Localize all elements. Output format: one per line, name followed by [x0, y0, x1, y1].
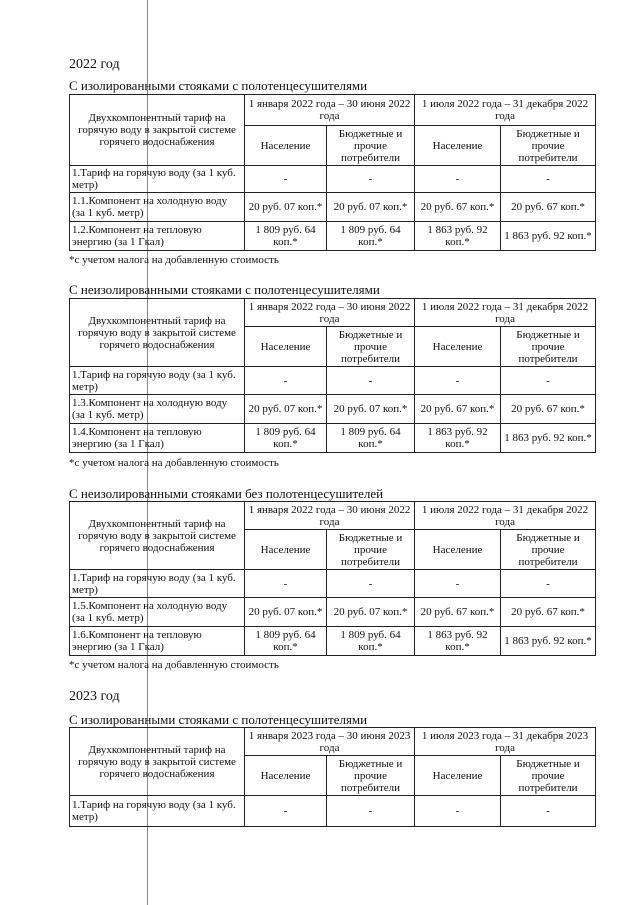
budget-header: Бюджетные и прочие потребители	[327, 327, 415, 367]
period-1-header: 1 января 2023 года – 30 июня 2023 года	[245, 728, 415, 756]
year-heading-2022: 2022 год	[69, 57, 120, 72]
tariff-table	[69, 94, 596, 251]
value-cell: 1 863 руб. 92 коп.*	[501, 424, 596, 453]
value-cell: 20 руб. 67 коп.*	[415, 598, 501, 627]
tariff-table	[69, 727, 596, 827]
value-cell: -	[501, 166, 596, 193]
value-cell: 20 руб. 07 коп.*	[327, 598, 415, 627]
budget-header: Бюджетные и прочие потребители	[501, 126, 596, 166]
vat-footnote: *с учетом налога на добавленную стоимость	[69, 457, 279, 469]
value-cell: 1 863 руб. 92 коп.*	[501, 627, 596, 656]
row-label: 1.6.Компонент на тепловую энергию (за 1 Гкал)	[70, 627, 245, 656]
table-row	[70, 367, 596, 395]
row-label: 1.Тариф на горячую воду (за 1 куб. метр)	[70, 166, 245, 193]
vat-footnote: *с учетом налога на добавленную стоимость	[69, 659, 279, 671]
tariff-header-cell: Двухкомпонентный тариф на горячую воду в закрытой системе горячего водоснабжения	[70, 728, 245, 796]
value-cell: 20 руб. 07 коп.*	[327, 395, 415, 424]
section-title: С неизолированными стояками без полотенцесушителей	[69, 486, 384, 501]
period-1-header: 1 января 2022 года – 30 июня 2022 года	[245, 502, 415, 530]
value-cell: -	[245, 166, 327, 193]
row-label: 1.3.Компонент на холодную воду (за 1 куб. метр)	[70, 395, 245, 424]
value-cell: -	[501, 367, 596, 395]
population-header: Население	[415, 756, 501, 796]
value-cell: -	[327, 570, 415, 598]
value-cell: 20 руб. 07 коп.*	[327, 193, 415, 222]
tariff-header-cell: Двухкомпонентный тариф на горячую воду в закрытой системе горячего водоснабжения	[70, 502, 245, 570]
value-cell: -	[415, 166, 501, 193]
population-header: Население	[415, 327, 501, 367]
section-title: С изолированными стояками с полотенцесушителями	[69, 78, 368, 93]
population-header: Население	[415, 126, 501, 166]
table-row	[70, 627, 596, 656]
value-cell: 1 809 руб. 64 коп.*	[245, 222, 327, 251]
value-cell: 20 руб. 67 коп.*	[501, 395, 596, 424]
table-row	[70, 598, 596, 627]
value-cell: -	[501, 796, 596, 827]
value-cell: 20 руб. 67 коп.*	[501, 598, 596, 627]
value-cell: 1 863 руб. 92 коп.*	[415, 424, 501, 453]
tariff-header-cell: Двухкомпонентный тариф на горячую воду в закрытой системе горячего водоснабжения	[70, 299, 245, 367]
period-2-header: 1 июля 2022 года – 31 декабря 2022 года	[415, 299, 596, 327]
value-cell: -	[245, 796, 327, 827]
row-label: 1.2.Компонент на тепловую энергию (за 1 Гкал)	[70, 222, 245, 251]
period-2-header: 1 июля 2022 года – 31 декабря 2022 года	[415, 95, 596, 126]
row-label: 1.Тариф на горячую воду (за 1 куб. метр)	[70, 367, 245, 395]
value-cell: 20 руб. 67 коп.*	[415, 395, 501, 424]
period-2-header: 1 июля 2022 года – 31 декабря 2022 года	[415, 502, 596, 530]
table-row	[70, 424, 596, 453]
table-row	[70, 222, 596, 251]
value-cell: 1 863 руб. 92 коп.*	[415, 627, 501, 656]
value-cell: 20 руб. 07 коп.*	[245, 598, 327, 627]
value-cell: 20 руб. 67 коп.*	[501, 193, 596, 222]
section-title: С изолированными стояками с полотенцесушителями	[69, 712, 368, 727]
value-cell: -	[245, 367, 327, 395]
period-2-header: 1 июля 2023 года – 31 декабря 2023 года	[415, 728, 596, 756]
value-cell: -	[415, 796, 501, 827]
population-header: Население	[245, 327, 327, 367]
value-cell: 1 809 руб. 64 коп.*	[327, 627, 415, 656]
value-cell: -	[327, 166, 415, 193]
value-cell: 1 863 руб. 92 коп.*	[415, 222, 501, 251]
budget-header: Бюджетные и прочие потребители	[327, 756, 415, 796]
value-cell: 20 руб. 07 коп.*	[245, 395, 327, 424]
budget-header: Бюджетные и прочие потребители	[501, 530, 596, 570]
value-cell: -	[415, 367, 501, 395]
value-cell: -	[501, 570, 596, 598]
row-label: 1.Тариф на горячую воду (за 1 куб. метр)	[70, 796, 245, 827]
row-label: 1.5.Компонент на холодную воду (за 1 куб. метр)	[70, 598, 245, 627]
period-1-header: 1 января 2022 года – 30 июня 2022 года	[245, 299, 415, 327]
budget-header: Бюджетные и прочие потребители	[501, 327, 596, 367]
value-cell: 20 руб. 07 коп.*	[245, 193, 327, 222]
value-cell: -	[327, 367, 415, 395]
table-row	[70, 796, 596, 827]
value-cell: 1 809 руб. 64 коп.*	[327, 222, 415, 251]
table-row	[70, 395, 596, 424]
value-cell: -	[415, 570, 501, 598]
table-row	[70, 193, 596, 222]
row-label: 1.1.Компонент на холодную воду (за 1 куб. метр)	[70, 193, 245, 222]
period-1-header: 1 января 2022 года – 30 июня 2022 года	[245, 95, 415, 126]
row-label: 1.4.Компонент на тепловую энергию (за 1 Гкал)	[70, 424, 245, 453]
value-cell: 1 809 руб. 64 коп.*	[245, 627, 327, 656]
tariff-table	[69, 298, 596, 453]
population-header: Население	[245, 126, 327, 166]
table-row	[70, 166, 596, 193]
value-cell: -	[245, 570, 327, 598]
value-cell: -	[327, 796, 415, 827]
budget-header: Бюджетные и прочие потребители	[327, 126, 415, 166]
row-label: 1.Тариф на горячую воду (за 1 куб. метр)	[70, 570, 245, 598]
population-header: Население	[245, 530, 327, 570]
year-heading-2023: 2023 год	[69, 689, 120, 704]
budget-header: Бюджетные и прочие потребители	[327, 530, 415, 570]
tariff-table	[69, 501, 596, 656]
population-header: Население	[415, 530, 501, 570]
value-cell: 20 руб. 67 коп.*	[415, 193, 501, 222]
population-header: Население	[245, 756, 327, 796]
section-title: С неизолированными стояками с полотенцесушителями	[69, 282, 380, 297]
table-row	[70, 570, 596, 598]
tariff-header-cell: Двухкомпонентный тариф на горячую воду в закрытой системе горячего водоснабжения	[70, 95, 245, 166]
budget-header: Бюджетные и прочие потребители	[501, 756, 596, 796]
value-cell: 1 809 руб. 64 коп.*	[327, 424, 415, 453]
value-cell: 1 863 руб. 92 коп.*	[501, 222, 596, 251]
value-cell: 1 809 руб. 64 коп.*	[245, 424, 327, 453]
vat-footnote: *с учетом налога на добавленную стоимость	[69, 254, 279, 266]
